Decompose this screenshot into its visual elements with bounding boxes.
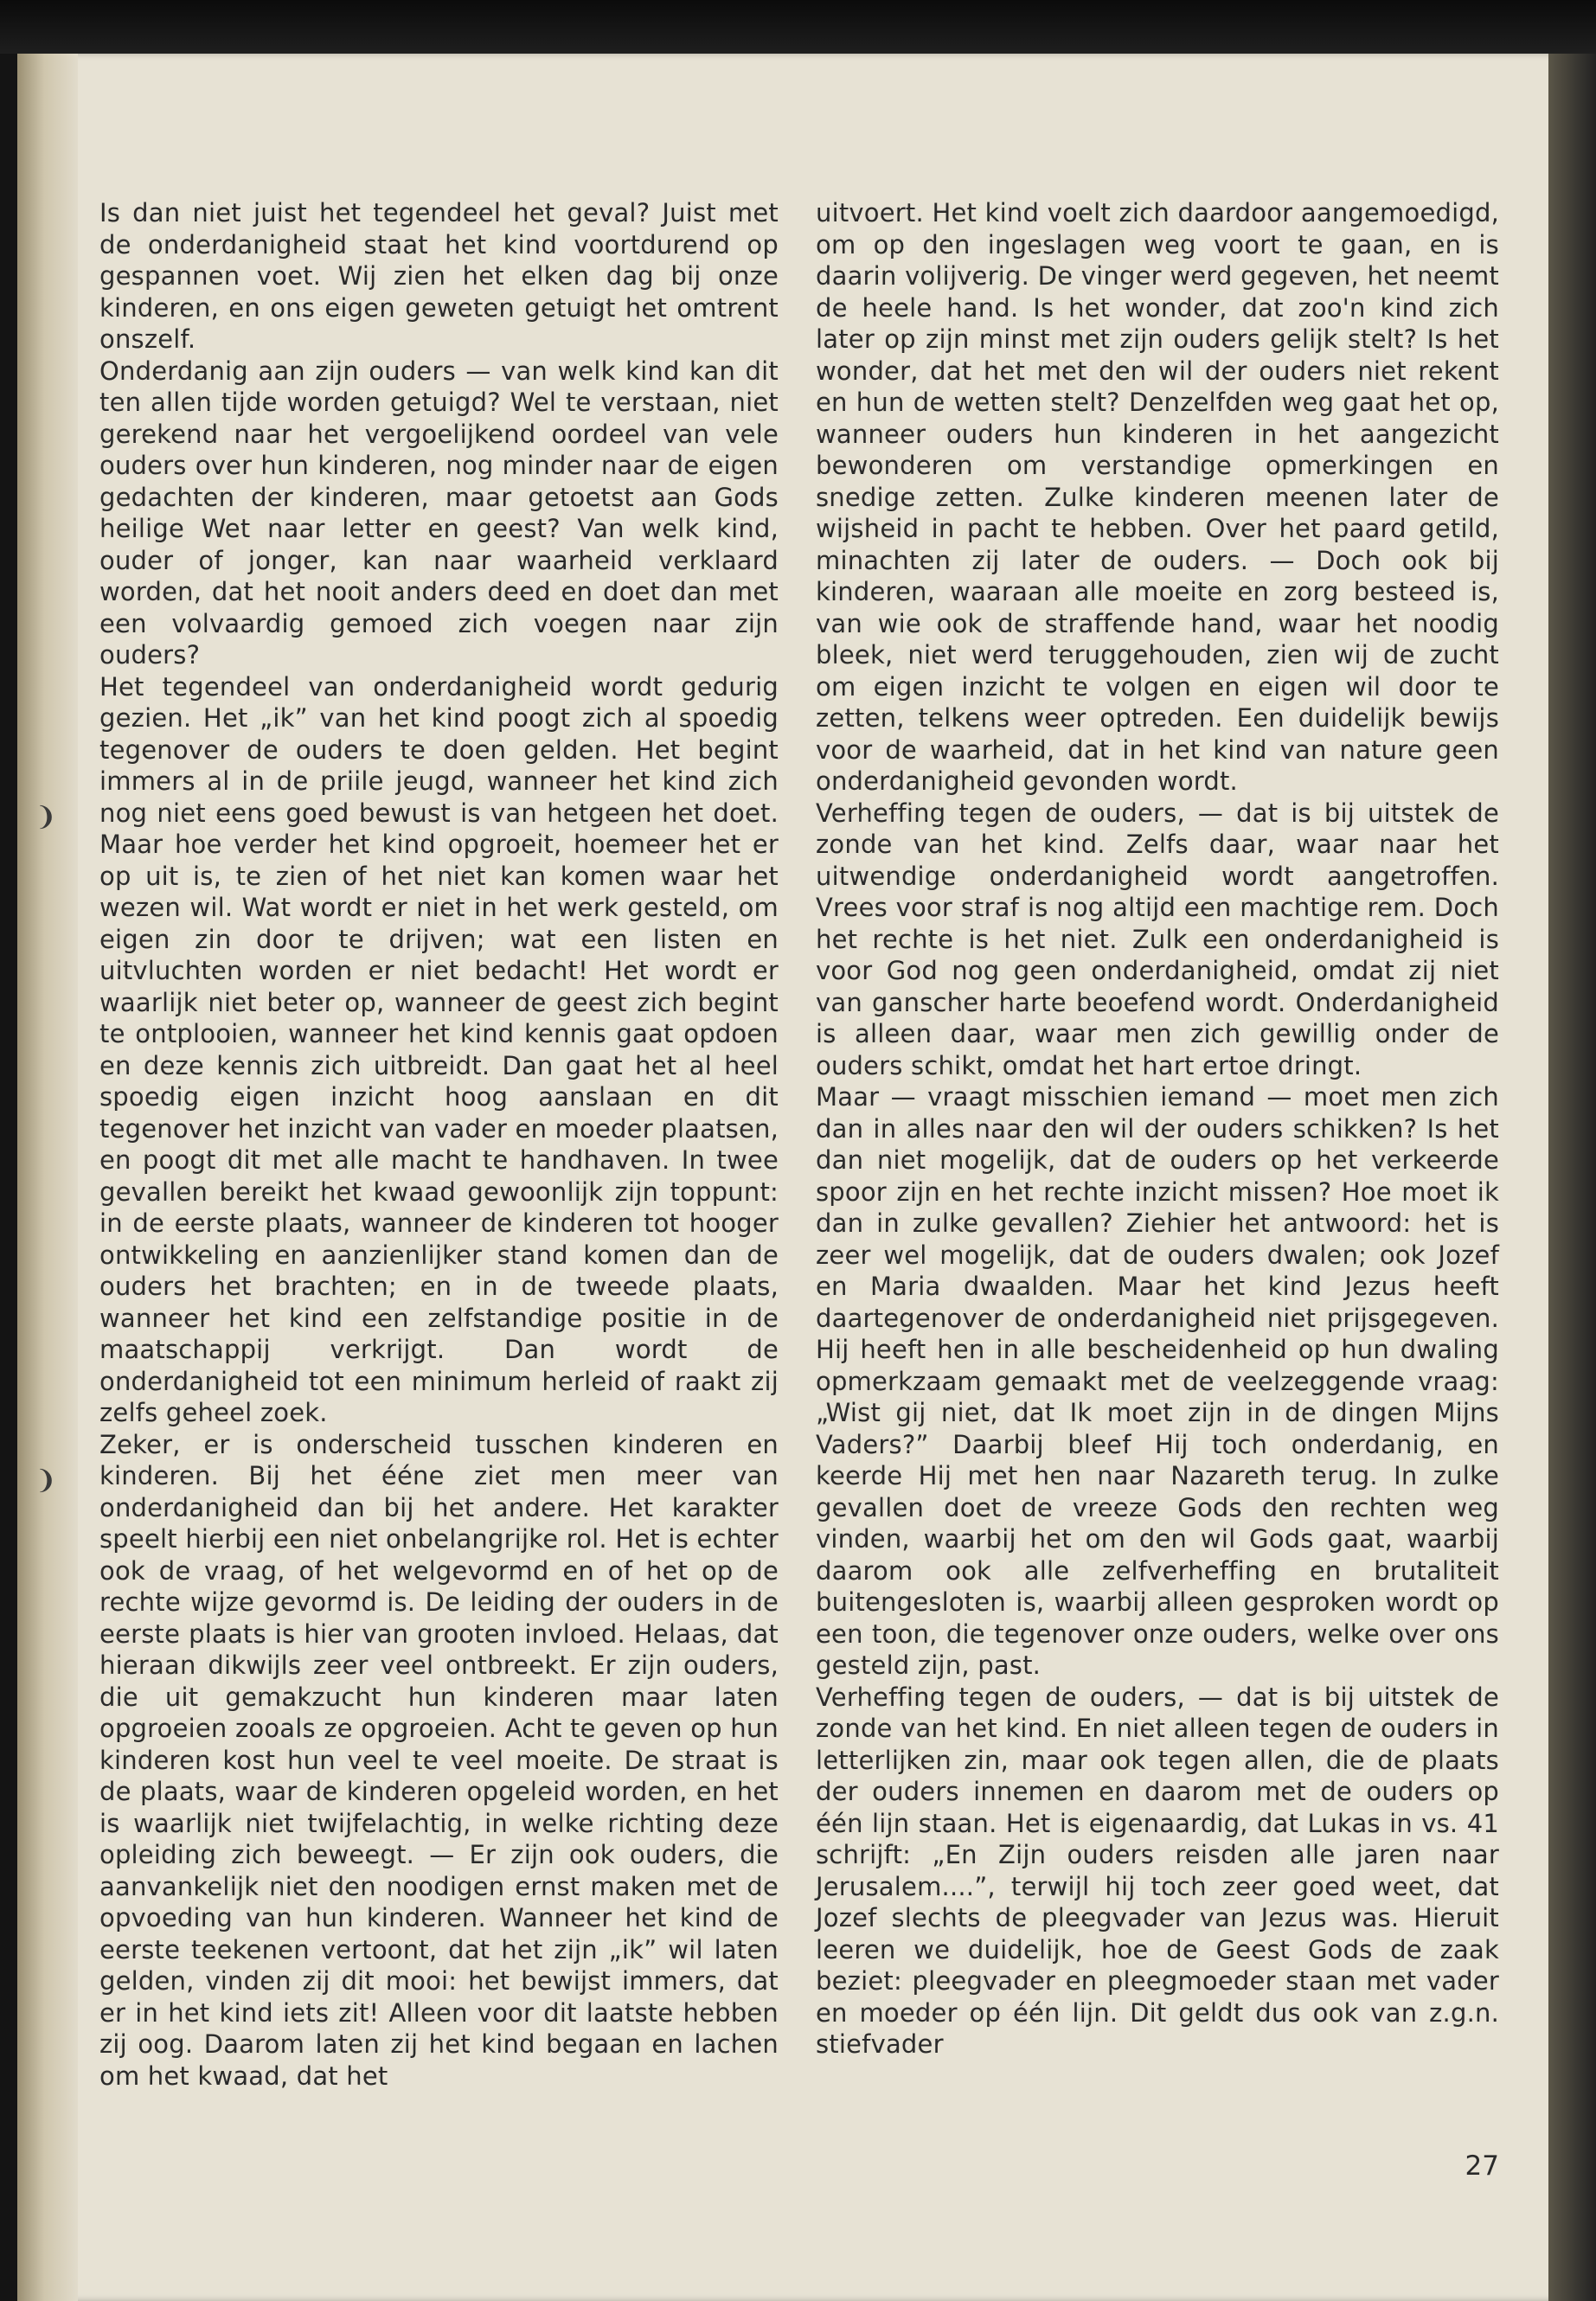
paragraph: Onderdanig aan zijn ouders — van welk kind kan dit ten allen tijde worden getuigd? Wel te verstaan, niet gerekend naar het vergoelijkend oordeel van vele ouders over hun kinderen, nog minder naar de eigen gedachten der kinderen, maar getoetst aan Gods heilige Wet naar letter en geest? Van welk kind, ouder of jonger, kan naar waarheid verklaard worden, dat het nooit anders deed en doet dan met een volvaardig gemoed zich voegen naar zijn ouders? [99, 356, 779, 670]
paragraph: Zeker, er is onderscheid tusschen kinderen en kinderen. Bij het ééne ziet men meer van onderdanigheid dan bij het andere. Het karakter speelt hierbij een niet onbelangrijke rol. Het is echter ook de vraag, of het welgevormd en of het op de rechte wijze gevormd is. De leiding der ouders in de eerste plaats is hier van grooten invloed. Helaas, dat hieraan dikwijls zeer veel ontbreekt. Er zijn ouders, die uit gemakzucht hun kinderen maar laten opgroeien zooals ze opgroeien. Acht te geven op hun kinderen kost hun veel te veel moeite. De straat is de plaats, waar de kinderen opgeleid worden, en het is waarlijk niet twijfelachtig, in welke richting deze opleiding zich beweegt. — Er zijn ook ouders, die aanvankelijk niet den noodigen ernst maken met de opvoeding van hun kinderen. Wanneer het kind de eerste teekenen vertoont, dat het zijn „ik” wil laten gelden, vinden zij dit mooi: het bewijst immers, dat er in het kind iets zit! Alleen voor dit laatste hebben zij oog. Daarom laten zij het kind begaan en lachen om het kwaad, dat het [99, 1429, 779, 2091]
right-text-column [816, 197, 1499, 2061]
paragraph: Maar — vraagt misschien iemand — moet men zich dan in alles naar den wil der ouders schikken? Is het dan niet mogelijk, dat de ouders op het verkeerde spoor zijn en het rechte inzicht missen? Hoe moet ik dan in zulke gevallen? Ziehier het antwoord: het is zeer wel mogelijk, dat de ouders dwalen; ook Jozef en Maria dwaalden. Maar het kind Jezus heeft daartegenover de onderdanigheid niet prijsgegeven. Hij heeft hen in alle bescheidenheid op hun dwaling opmerkzaam gemaakt met de veelzeggende vraag: „Wist gij niet, dat Ik moet zijn in de dingen Mijns Vaders?” Daarbij bleef Hij toch onderdanig, en keerde Hij met hen naar Nazareth terug. In zulke gevallen doet de vreeze Gods den rechten weg vinden, waarbij het om den wil Gods gaat, waarbij daarom ook alle zelfverheffing en brutaliteit buitengesloten is, waarbij alleen gesproken wordt op een toon, die tegenover onze ouders, welke over ons gesteld zijn, past. [816, 1082, 1499, 1680]
paragraph: Het tegendeel van onderdanigheid wordt gedurig gezien. Het „ik” van het kind poogt zich al spoedig tegenover de ouders te doen gelden. Het begint immers al in de priile jeugd, wanneer het kind zich nog niet eens goed bewust is van hetgeen het doet. Maar hoe verder het kind opgroeit, hoemeer het er op uit is, te zien of het niet kan komen waar het wezen wil. Wat wordt er niet in het werk gesteld, om eigen zin door te drijven; wat een listen en uitvluchten worden er niet bedacht! Het wordt er waarlijk niet beter op, wanneer de geest zich begint te ontplooien, wanneer het kind kennis gaat opdoen en deze kennis zich uitbreidt. Dan gaat het al heel spoedig eigen inzicht hoog aanslaan en dit tegenover het inzicht van vader en moeder plaatsen, en poogt dit met alle macht te handhaven. In twee gevallen bereikt het kwaad gewoonlijk zijn toppunt: in de eerste plaats, wanneer de kinderen tot hooger ontwikkeling en aanzienlijker stand komen dan de ouders het brachten; en in de tweede plaats, wanneer het kind een zelfstandige positie in de maatschappij verkrijgt. Dan wordt de onderdanigheid tot een minimum herleid of raakt zij zelfs geheel zoek. [99, 671, 779, 1427]
book-spine [17, 54, 78, 2301]
page-number: 27 [1465, 2150, 1499, 2182]
scan-top-shadow [0, 0, 1596, 54]
page-right-edge [1548, 54, 1596, 2301]
paragraph: uitvoert. Het kind voelt zich daardoor aangemoedigd, om op den ingeslagen weg voort te gaan, en is daarin volijverig. De vinger werd gegeven, het neemt de heele hand. Is het wonder, dat zoo'n kind zich later op zijn minst met zijn ouders gelijk stelt? Is het wonder, dat het met den wil der ouders niet rekent en hun de wetten stelt? Denzelfden weg gaat het op, wanneer ouders hun kinderen in het aangezicht bewonderen om verstandige opmerkingen en snedige zetten. Zulke kinderen meenen later de wijsheid in pacht te hebben. Over het paard getild, minachten zij later de ouders. — Doch ook bij kinderen, waaraan alle moeite en zorg besteed is, van wie ook de straffende hand, waar het noodig bleek, niet werd teruggehouden, zien wij de zucht om eigen inzicht te volgen en eigen wil door te zetten, telkens weer optreden. Een duidelijk bewijs voor de waarheid, dat in het kind van nature geen onderdanigheid gevonden wordt. [816, 198, 1499, 796]
binding-hole-icon: ❩ [35, 802, 57, 832]
paragraph: Verheffing tegen de ouders, — dat is bij uitstek de zonde van het kind. Zelfs daar, waar naar het uitwendige onderdanigheid wordt aangetroffen. Vrees voor straf is nog altijd een machtige rem. Doch het rechte is het niet. Zulk een onderdanigheid is voor God nog geen onderdanigheid, omdat zij niet van ganscher harte beoefend wordt. Onderdanigheid is alleen daar, waar men zich gewillig onder de ouders schikt, omdat het hart ertoe dringt. [816, 798, 1499, 1080]
binding-hole-icon: ❩ [35, 1465, 57, 1496]
left-text-column [99, 197, 779, 2092]
paragraph: Verheffing tegen de ouders, — dat is bij uitstek de zonde van het kind. En niet alleen tegen de ouders in letterlijken zin, maar ook tegen allen, die de plaats der ouders innemen en daarom met de ouders op één lijn staan. Het is eigenaardig, dat Lukas in vs. 41 schrijft: „En Zijn ouders reisden alle jaren naar Jerusalem....”, terwijl hij toch zeer goed weet, dat Jozef slechts de pleegvader van Jezus was. Hieruit leeren we duidelijk, hoe de Geest Gods de zaak beziet: pleegvader en pleegmoeder staan met vader en moeder op één lijn. Dit geldt dus ook van z.g.n. stiefvader [816, 1682, 1499, 2059]
paragraph: Is dan niet juist het tegendeel het geval? Juist met de onderdanigheid staat het kind voortdurend op gespannen voet. Wij zien het elken dag bij onze kinderen, en ons eigen geweten getuigt het omtrent onszelf. [99, 198, 779, 354]
